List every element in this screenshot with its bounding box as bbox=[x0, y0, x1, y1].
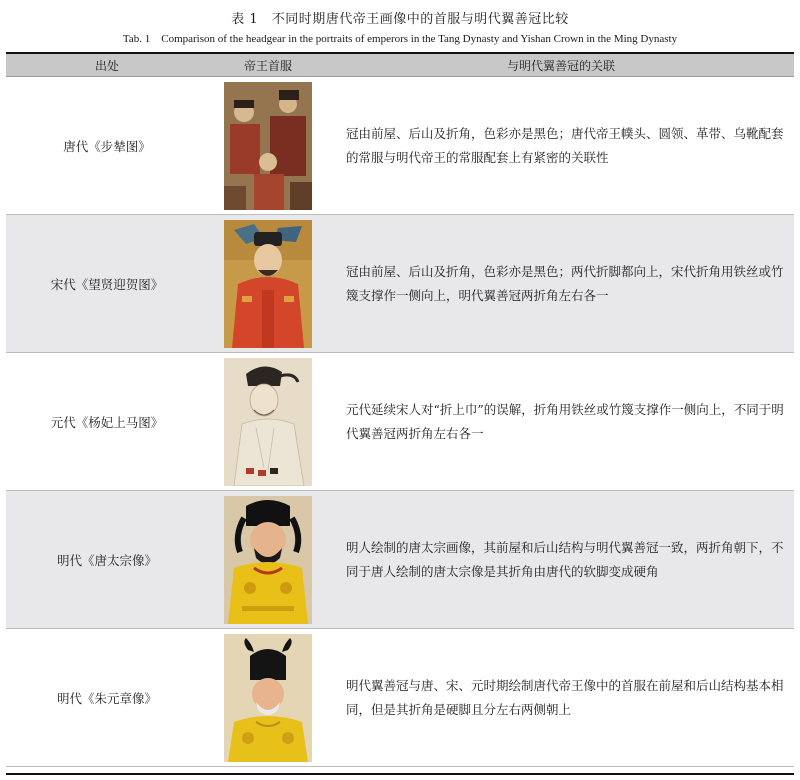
source-cell: 唐代《步辇图》 bbox=[63, 138, 151, 154]
table-row bbox=[6, 215, 794, 353]
table-row bbox=[6, 491, 794, 629]
source-cell: 明代《朱元章像》 bbox=[56, 690, 157, 706]
header-relation: 与明代翼善冠的关联 bbox=[506, 58, 615, 73]
source-cell: 明代《唐太宗像》 bbox=[56, 552, 157, 568]
relation-cell: 明人绘制的唐太宗画像，其前屋和后山结构与明代翼善冠一致，两折角朝下，不同于唐人绘制的唐太宗像是其折角由唐代的软脚变成硬角 bbox=[346, 539, 784, 579]
tang-painting-portrait bbox=[224, 82, 312, 210]
table-caption-cn: 表 1 不同时期唐代帝王画像中的首服与明代翼善冠比较 bbox=[231, 12, 569, 27]
relation-cell: 明代翼善冠与唐、宋、元时期绘制唐代帝王像中的首服在前屋和后山结构基本相同，但是其折角是硬脚且分左右两侧朝上 bbox=[346, 677, 784, 717]
zhu-yuanzhang-portrait bbox=[224, 634, 312, 762]
source-cell: 宋代《望贤迎贺图》 bbox=[50, 276, 164, 292]
tang-taizong-portrait bbox=[224, 496, 312, 624]
table-header bbox=[6, 54, 794, 77]
song-painting-portrait bbox=[224, 220, 312, 348]
header-source: 出处 bbox=[94, 58, 119, 73]
yuan-painting-portrait bbox=[224, 358, 312, 486]
table-caption-en: Tab. 1 Comparison of the headgear in the portraits of emperors in the Tang Dynasty and Yishan Crown in the Ming Dynasty bbox=[122, 33, 678, 45]
table-row bbox=[6, 77, 794, 215]
relation-cell: 元代延续宋人对“折上巾”的误解，折角用铁丝或竹篾支撑作一侧向上，不同于明代翼善冠两折角左右各一 bbox=[346, 401, 784, 441]
relation-cell: 冠由前屋、后山及折角，色彩亦是黑色；两代折脚都向上，宋代折角用铁丝或竹篾支撑作一侧向上，明代翼善冠两折角左右各一 bbox=[346, 263, 784, 303]
bottom-rule bbox=[6, 773, 794, 775]
table-row bbox=[6, 353, 794, 491]
relation-cell: 冠由前屋、后山及折角，色彩亦是黑色；唐代帝王幞头、圆领、革带、乌靴配套的常服与明代帝王的常服配套上有紧密的关联性 bbox=[346, 125, 784, 165]
header-headgear: 帝王首服 bbox=[243, 58, 292, 73]
source-cell: 元代《杨妃上马图》 bbox=[50, 414, 164, 430]
comparison-table bbox=[6, 54, 794, 767]
table-row bbox=[6, 629, 794, 767]
